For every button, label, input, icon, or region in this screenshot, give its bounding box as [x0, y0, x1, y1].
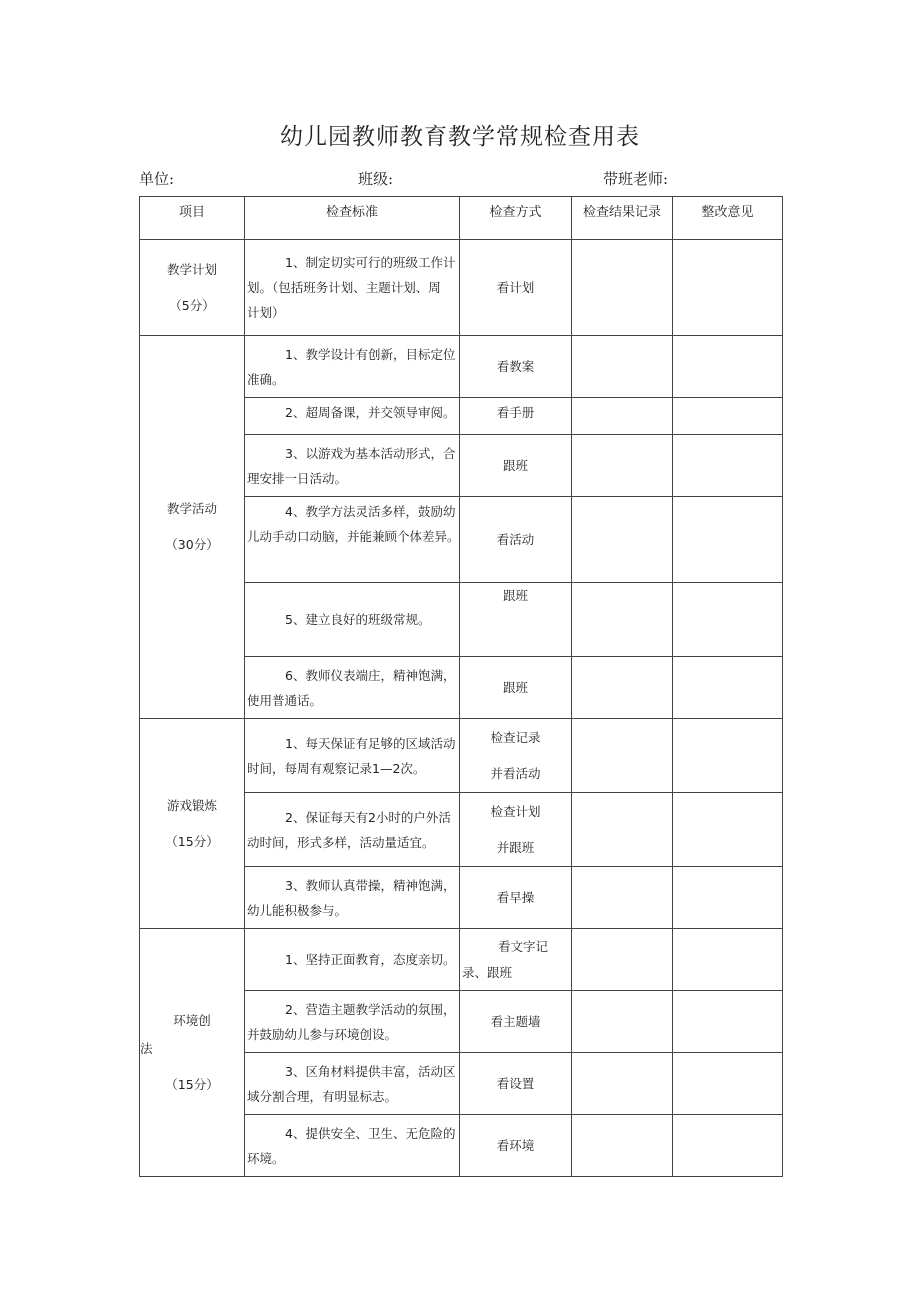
standard-text: 1、教学设计有创新，目标定位: [285, 346, 456, 362]
standard-cell: [245, 1115, 460, 1177]
section-name: 游戏锻炼: [166, 797, 217, 813]
advice-cell[interactable]: [673, 497, 783, 583]
standard-text: 幼儿能积极参与。: [247, 902, 348, 918]
unit-label: 单位:: [139, 170, 175, 188]
header-method: 检查方式: [460, 197, 572, 240]
header-advice: 整改意见: [673, 197, 783, 240]
method-text: 录、跟班: [462, 964, 513, 980]
table-row: [140, 240, 783, 336]
method-text: 看文字记: [498, 938, 549, 954]
section-activity: [140, 336, 245, 719]
standard-cell: [245, 657, 460, 719]
standard-cell: [245, 583, 460, 657]
advice-cell[interactable]: [673, 336, 783, 398]
section-score: （30分）: [165, 537, 219, 552]
section-name: 环境创: [173, 1012, 211, 1028]
method-cell: 跟班: [460, 657, 572, 719]
advice-cell[interactable]: [673, 240, 783, 336]
section-score: （15分）: [165, 833, 219, 849]
method-cell: 跟班: [460, 435, 572, 497]
standard-text: 准确。: [247, 371, 285, 387]
standard-cell: [245, 398, 460, 435]
table-header-row: [140, 197, 783, 240]
section-plan: [140, 240, 245, 336]
standard-text: 4、提供安全、卫生、无危险的: [285, 1125, 456, 1141]
result-cell[interactable]: [572, 657, 673, 719]
table-row: [140, 719, 783, 793]
result-cell[interactable]: [572, 867, 673, 929]
standard-text: 4、教学方法灵活多样，鼓励幼: [285, 504, 456, 519]
table-row: [140, 336, 783, 398]
standard-cell: [245, 1053, 460, 1115]
standard-cell: [245, 336, 460, 398]
method-cell: [460, 719, 572, 793]
method-cell: 看计划: [460, 240, 572, 336]
section-name: 教学计划: [166, 261, 217, 277]
result-cell[interactable]: [572, 398, 673, 435]
page-title: 幼儿园教师教育教学常规检查用表: [280, 124, 640, 150]
class-label: 班级:: [358, 170, 394, 188]
header-standard: 检查标准: [245, 197, 460, 240]
standard-text: 1、坚持正面教育，态度亲切。: [285, 952, 456, 967]
result-cell[interactable]: [572, 240, 673, 336]
advice-cell[interactable]: [673, 398, 783, 435]
method-cell: 看主题墙: [460, 991, 572, 1053]
method-cell: [460, 929, 572, 991]
section-game: [140, 719, 245, 929]
method-cell: 看教案: [460, 336, 572, 398]
section-name: 教学活动: [166, 501, 217, 516]
result-cell[interactable]: [572, 336, 673, 398]
result-cell[interactable]: [572, 583, 673, 657]
standard-text: 划。（包括班务计划、主题计划、周: [247, 280, 441, 295]
standard-text: 儿动手动口动脑，并能兼顾个体差异。: [247, 529, 460, 544]
standard-text: 并鼓励幼儿参与环境创设。: [247, 1026, 398, 1042]
standard-cell: [245, 867, 460, 929]
advice-cell[interactable]: [673, 793, 783, 867]
standard-text: 5、建立良好的班级常规。: [285, 612, 431, 627]
result-cell[interactable]: [572, 497, 673, 583]
standard-text: 2、保证每天有2小时的户外活: [285, 809, 451, 825]
standard-text: 2、营造主题教学活动的氛围，: [285, 1001, 456, 1017]
method-cell: 跟班: [460, 583, 572, 657]
standard-text: 3、区角材料提供丰富，活动区: [285, 1063, 456, 1079]
standard-text: 使用普通话。: [247, 692, 323, 708]
method-text: 并跟班: [496, 839, 535, 855]
method-cell: 看手册: [460, 398, 572, 435]
advice-cell[interactable]: [673, 435, 783, 497]
standard-text: 1、每天保证有足够的区域活动: [285, 735, 456, 751]
result-cell[interactable]: [572, 719, 673, 793]
method-cell: 看活动: [460, 497, 572, 583]
standard-text: 1、制定切实可行的班级工作计: [285, 255, 456, 270]
advice-cell[interactable]: [673, 991, 783, 1053]
standard-text: 环境。: [247, 1150, 285, 1166]
standard-cell: [245, 929, 460, 991]
result-cell[interactable]: [572, 1115, 673, 1177]
standard-text: 时间，每周有观察记录1—2次。: [247, 760, 426, 776]
standard-text: 理安排一日活动。: [247, 470, 348, 486]
method-text: 并看活动: [490, 765, 541, 781]
advice-cell[interactable]: [673, 719, 783, 793]
method-text: 检查计划: [490, 803, 541, 819]
standard-cell: [245, 240, 460, 336]
table-row: [140, 929, 783, 991]
advice-cell[interactable]: [673, 657, 783, 719]
advice-cell[interactable]: [673, 1115, 783, 1177]
advice-cell[interactable]: [673, 929, 783, 991]
standard-cell: [245, 719, 460, 793]
result-cell[interactable]: [572, 929, 673, 991]
standard-cell: [245, 793, 460, 867]
section-score: （15分）: [165, 1076, 219, 1092]
result-cell[interactable]: [572, 793, 673, 867]
standard-text: 2、超周备课，并交领导审阅。: [285, 405, 456, 420]
method-cell: [460, 793, 572, 867]
standard-text: 6、教师仪表端庄，精神饱满，: [285, 667, 456, 683]
method-cell: 看早操: [460, 867, 572, 929]
header-result: 检查结果记录: [572, 197, 673, 240]
header-item: 项目: [140, 197, 245, 240]
inspection-table: [139, 196, 783, 1177]
result-cell[interactable]: [572, 991, 673, 1053]
advice-cell[interactable]: [673, 1053, 783, 1115]
standard-cell: [245, 435, 460, 497]
standard-text: 3、教师认真带操，精神饱满，: [285, 877, 456, 893]
method-cell: 看环境: [460, 1115, 572, 1177]
standard-text: 域分割合理，有明显标志。: [247, 1088, 398, 1104]
section-score: （5分）: [169, 297, 215, 313]
result-cell[interactable]: [572, 1053, 673, 1115]
advice-cell[interactable]: [673, 583, 783, 657]
method-cell: 看设置: [460, 1053, 572, 1115]
section-name-wrap: 法: [140, 1040, 153, 1056]
standard-text: 计划）: [247, 305, 285, 320]
section-env: [140, 929, 245, 1177]
method-text: 检查记录: [490, 729, 541, 745]
result-cell[interactable]: [572, 435, 673, 497]
teacher-label: 带班老师:: [603, 170, 669, 188]
advice-cell[interactable]: [673, 867, 783, 929]
standard-text: 3、以游戏为基本活动形式，合: [285, 445, 456, 461]
standard-cell: [245, 991, 460, 1053]
standard-cell: [245, 497, 460, 583]
standard-text: 动时间，形式多样，活动量适宜。: [247, 834, 435, 850]
